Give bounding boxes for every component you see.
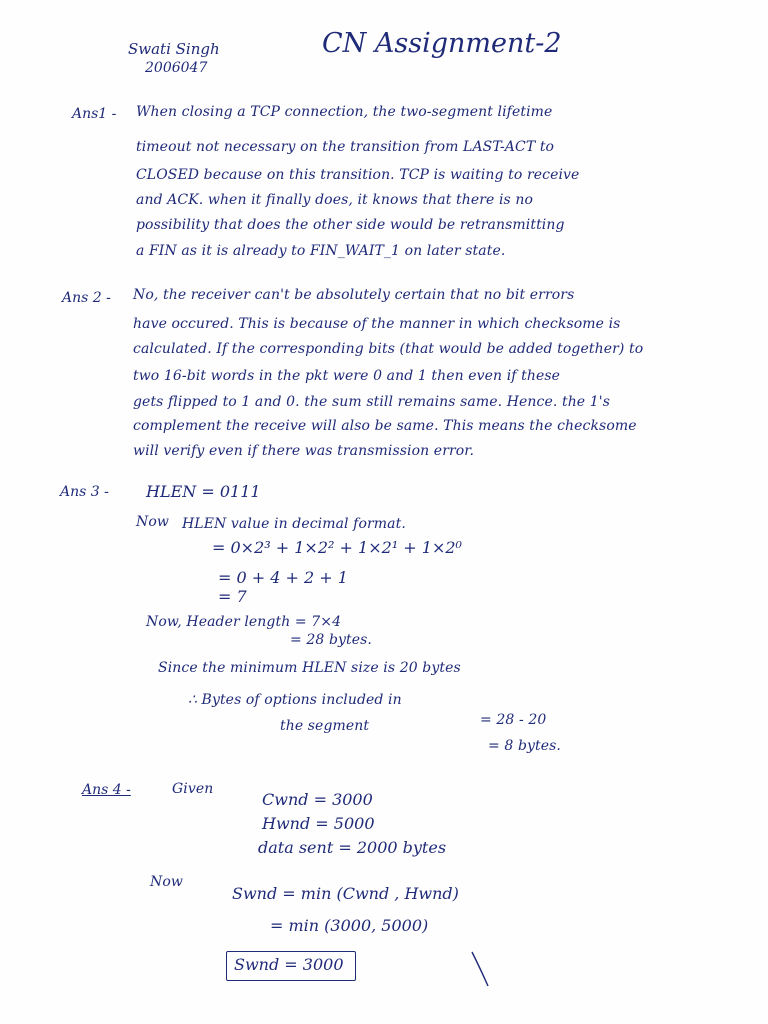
answer-2-line: calculated. If the corresponding bits (that would be added together) to bbox=[133, 341, 644, 357]
answer-2-line: have occured. This is because of the manner in which checksome is bbox=[133, 316, 621, 332]
hlen-decimal-text: HLEN value in decimal format. bbox=[182, 516, 406, 532]
answer-2-label: Ans 2 - bbox=[62, 290, 111, 306]
answer-2-line: two 16-bit words in the pkt were 0 and 1 then even if these bbox=[133, 368, 561, 384]
answer-1-line: CLOSED because on this transition. TCP is waiting to receive bbox=[136, 167, 580, 183]
answer-2-line: gets flipped to 1 and 0. the sum still remains same. Hence. the 1's bbox=[133, 394, 610, 410]
header-length-line: Now, Header length = 7×4 bbox=[146, 614, 342, 630]
given-label: Given bbox=[172, 781, 214, 797]
now-label: Now bbox=[150, 874, 183, 890]
swnd-formula: Swnd = min (Cwnd , Hwnd) bbox=[232, 884, 459, 903]
equation-line: = 0×2³ + 1×2² + 1×2¹ + 1×2⁰ bbox=[212, 538, 462, 557]
therefore-line: ∴ Bytes of options included in bbox=[188, 692, 402, 708]
equation-line: = 0 + 4 + 2 + 1 bbox=[218, 568, 348, 587]
student-name: Swati Singh bbox=[128, 40, 220, 58]
options-result: = 8 bytes. bbox=[488, 738, 561, 754]
answer-2-line: complement the receive will also be same. This means the checksome bbox=[133, 418, 637, 434]
page-title: CN Assignment-2 bbox=[322, 28, 562, 59]
segment-line: the segment bbox=[280, 718, 370, 734]
difference-line: = 28 - 20 bbox=[480, 712, 547, 728]
now-label: Now bbox=[136, 514, 169, 530]
hlen-value: HLEN = 0111 bbox=[146, 482, 261, 501]
answer-2-line: No, the receiver can't be absolutely certain that no bit errors bbox=[133, 287, 575, 303]
swnd-result: Swnd = 3000 bbox=[234, 955, 344, 974]
swnd-substitution: = min (3000, 5000) bbox=[270, 916, 429, 935]
answer-3-label: Ans 3 - bbox=[60, 484, 109, 500]
equation-line: = 7 bbox=[218, 587, 247, 606]
answer-1-line: When closing a TCP connection, the two-segment lifetime bbox=[136, 104, 553, 120]
pen-stroke-path bbox=[472, 952, 488, 986]
data-sent-line: data sent = 2000 bytes bbox=[258, 838, 447, 857]
roll-number: 2006047 bbox=[145, 60, 208, 76]
answer-1-line: a FIN as it is already to FIN_WAIT_1 on later state. bbox=[136, 243, 506, 259]
cwnd-line: Cwnd = 3000 bbox=[262, 790, 373, 809]
pen-stroke-mark bbox=[470, 950, 494, 990]
answer-1-line: and ACK. when it finally does, it knows that there is no bbox=[136, 192, 534, 208]
header-length-result: = 28 bytes. bbox=[290, 632, 372, 648]
answer-4-label: Ans 4 - bbox=[82, 782, 131, 798]
answer-1-line: timeout not necessary on the transition from LAST-ACT to bbox=[136, 139, 555, 155]
since-line: Since the minimum HLEN size is 20 bytes bbox=[158, 660, 461, 676]
hwnd-line: Hwnd = 5000 bbox=[262, 814, 375, 833]
answer-1-label: Ans1 - bbox=[72, 106, 117, 122]
answer-1-line: possibility that does the other side would be retransmitting bbox=[136, 217, 565, 233]
answer-2-line: will verify even if there was transmission error. bbox=[133, 443, 475, 459]
